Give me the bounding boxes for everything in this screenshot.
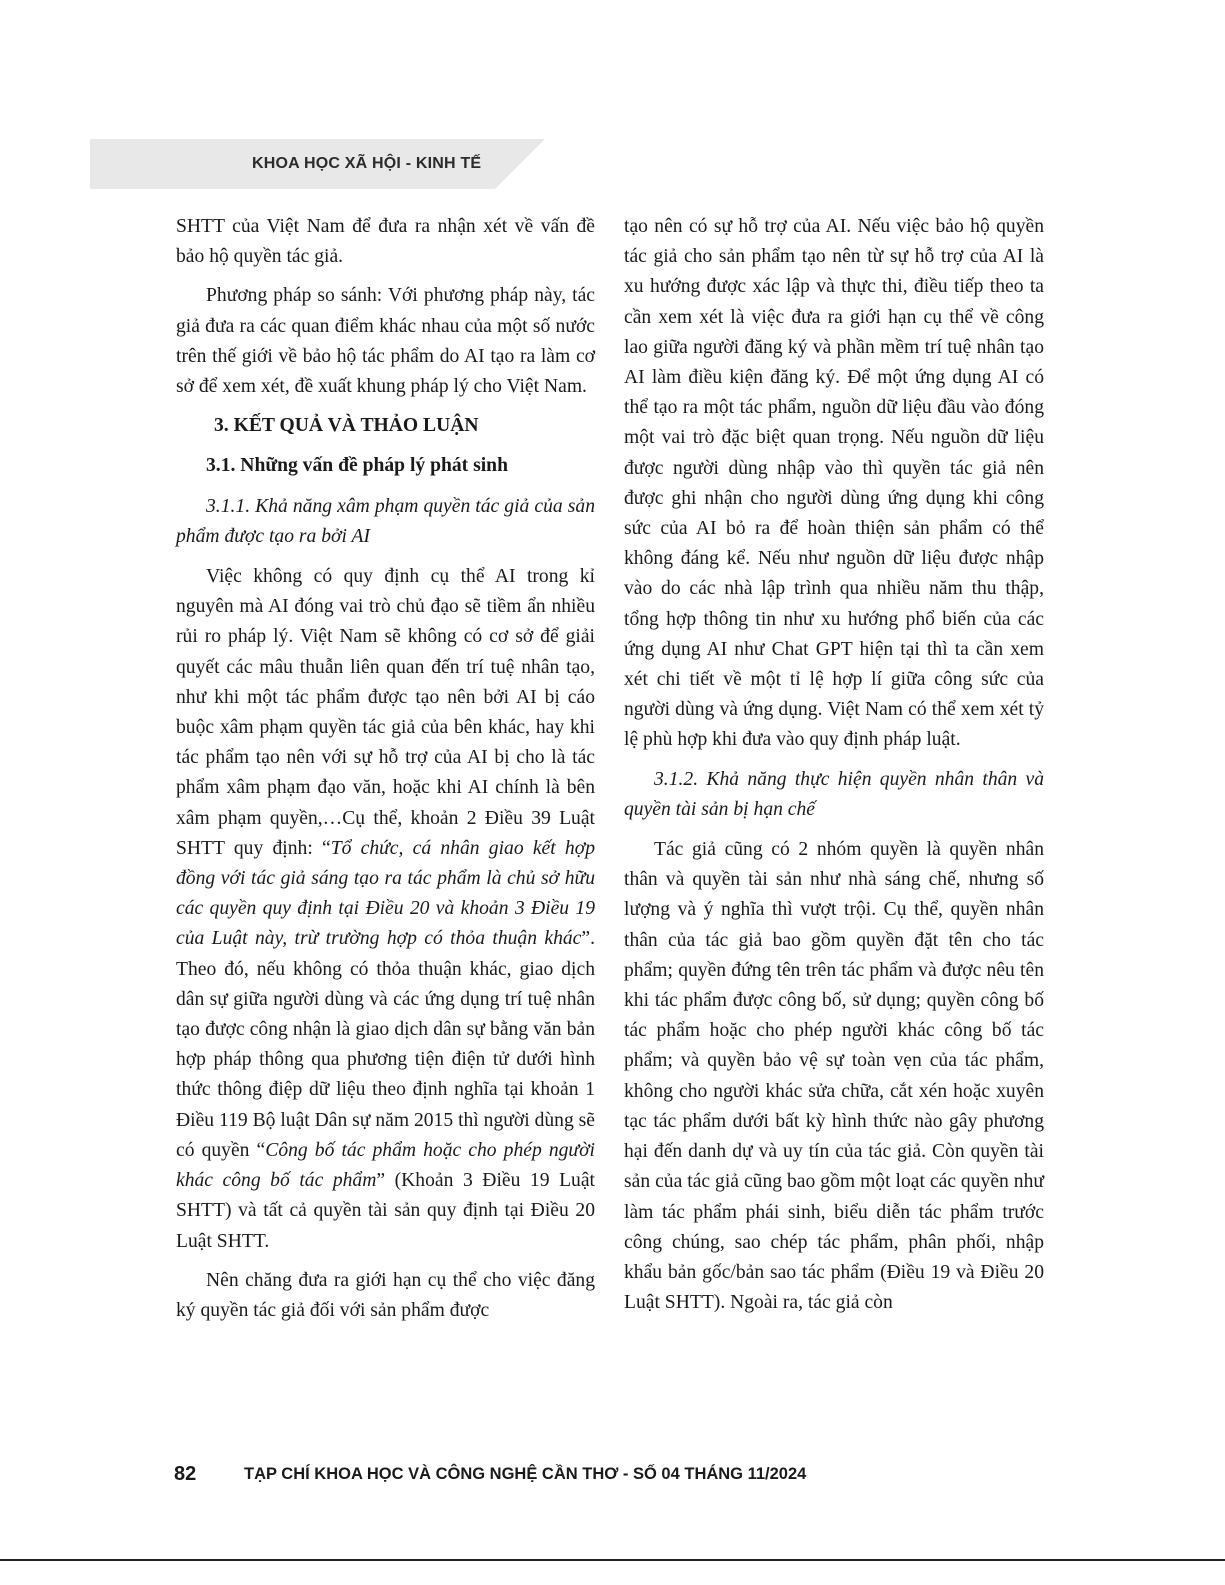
text-run: ”. Theo đó, nếu không có thỏa thuận khác, giao dịch dân sự giữa người dùng và các ứng dụng trí tuệ nhân tạo được công nhận là giao dịch dân sự bằng văn bản hợp pháp thông qua phương tiện điện tử dưới hình thức thông điệp dữ liệu theo định nghĩa tại khoản 1 Điều 119 Bộ luật Dân sự năm 2015 thì người dùng sẽ có quyền “: [176, 928, 595, 1161]
left-column: [176, 212, 595, 1335]
right-column: [624, 212, 1044, 1327]
section-heading: 3. KẾT QUẢ VÀ THẢO LUẬN: [214, 415, 479, 437]
paragraph: Phương pháp so sánh: Với phương pháp này, tác giả đưa ra các quan điểm khác nhau của một số nước trên thế giới về bảo hộ tác phẩm do AI tạo ra làm cơ sở để xem xét, đề xuất khung pháp lý cho Việt Nam.: [176, 285, 595, 398]
subsubsection-heading: 3.1.2. Khả năng thực hiện quyền nhân thân và quyền tài sản bị hạn chế: [624, 768, 1044, 820]
text-run: Việc không có quy định cụ thể AI trong kỉ nguyên mà AI đóng vai trò chủ đạo sẽ tiềm ẩn nhiều rủi ro pháp lý. Việt Nam sẽ không có cơ sở để giải quyết các mâu thuẫn liên quan đến trí tuệ nhân tạo, như khi một tác phẩm được tạo nên bởi AI bị cáo buộc xâm phạm quyền tác giả của bên khác, hay khi tác phẩm tạo nên với sự hỗ trợ của AI bị cho là tác phẩm xâm phạm đạo văn, hoặc khi AI chính là bên xâm phạm quyền,…Cụ thể, khoản 2 Điều 39 Luật SHTT quy định: “: [176, 566, 595, 859]
paragraph: [176, 562, 595, 1257]
journal-footer: TẠP CHÍ KHOA HỌC VÀ CÔNG NGHỆ CẦN THƠ - SỐ 04 THÁNG 11/2024: [244, 1465, 807, 1483]
paragraph: Tác giả cũng có 2 nhóm quyền là quyền nhân thân và quyền tài sản như nhà sáng chế, nhưng số lượng và ý nghĩa thì vượt trội. Cụ thể, quyền nhân thân của tác giả bao gồm quyền đặt tên cho tác phẩm; quyền đứng tên trên tác phẩm và được nêu tên khi tác phẩm được công bố, sử dụng; quyền công bố tác phẩm hoặc cho phép người khác công bố tác phẩm; và quyền bảo vệ sự toàn vẹn của tác phẩm, không cho người khác sửa chữa, cắt xén hoặc xuyên tạc tác phẩm dưới bất kỳ hình thức nào gây phương hại đến danh dự và uy tín của tác giả. Còn quyền tài sản của tác giả cũng bao gồm một loạt các quyền như làm tác phẩm phái sinh, biểu diễn tác phẩm trước công chúng, sao chép tác phẩm, phân phối, nhập khẩu bản gốc/bản sao tác phẩm (Điều 19 và Điều 20 Luật SHTT). Ngoài ra, tác giả còn: [624, 839, 1044, 1314]
subsubsection-heading: 3.1.1. Khả năng xâm phạm quyền tác giả của sản phẩm được tạo ra bởi AI: [176, 495, 595, 547]
quote-text: Tổ chức, cá nhân giao kết hợp đồng với tác giả sáng tạo ra tác phẩm là chủ sở hữu các quyền quy định tại Điều 20 và khoản 3 Điều 19 của Luật này, trừ trường hợp có thỏa thuận khác: [176, 837, 595, 950]
paragraph: Nên chăng đưa ra giới hạn cụ thể cho việc đăng ký quyền tác giả đối với sản phẩm được: [176, 1269, 595, 1321]
paragraph: SHTT của Việt Nam để đưa ra nhận xét về vấn đề bảo hộ quyền tác giả.: [176, 216, 595, 268]
quote-text: Công bố tác phẩm hoặc cho phép người khác công bố tác phẩm: [176, 1139, 596, 1192]
paragraph: tạo nên có sự hỗ trợ của AI. Nếu việc bảo hộ quyền tác giả cho sản phẩm tạo nên từ sự hỗ trợ của AI là xu hướng được xác lập và thực thi, điều tiếp theo ta cần xem xét là việc đưa ra giới hạn cụ thể về công lao giữa người đăng ký và phần mềm trí tuệ nhân tạo AI làm điều kiện đăng ký. Để một ứng dụng AI có thể tạo ra một tác phẩm, nguồn dữ liệu đầu vào đóng một vai trò đặc biệt quan trọng. Nếu nguồn dữ liệu được người dùng nhập vào thì quyền tác giả nên được ghi nhận cho người dùng ứng dụng khi công sức của AI bỏ ra để hoàn thiện sản phẩm có thể không đáng kể. Nếu như nguồn dữ liệu được nhập vào do các nhà lập trình qua nhiều năm thu thập, tổng hợp thông tin như xu hướng phổ biến của các ứng dụng AI như Chat GPT hiện tại thì ta cần xem xét chi tiết về một tỉ lệ hợp lí giữa công sức của người dùng và ứng dụng. Việt Nam có thể xem xét tỷ lệ phù hợp khi đưa vào quy định pháp luật.: [624, 216, 1044, 751]
page-number: 82: [174, 1463, 197, 1485]
bottom-divider: [0, 1559, 1225, 1561]
text-run: ” (Khoản 3 Điều 19 Luật SHTT) và tất cả quyền tài sản quy định tại Điều 20 Luật SHTT.: [176, 1170, 595, 1252]
section-header-title: KHOA HỌC XÃ HỘI - KINH TẾ: [252, 155, 482, 172]
subsection-heading: 3.1. Những vấn đề pháp lý phát sinh: [206, 455, 508, 477]
